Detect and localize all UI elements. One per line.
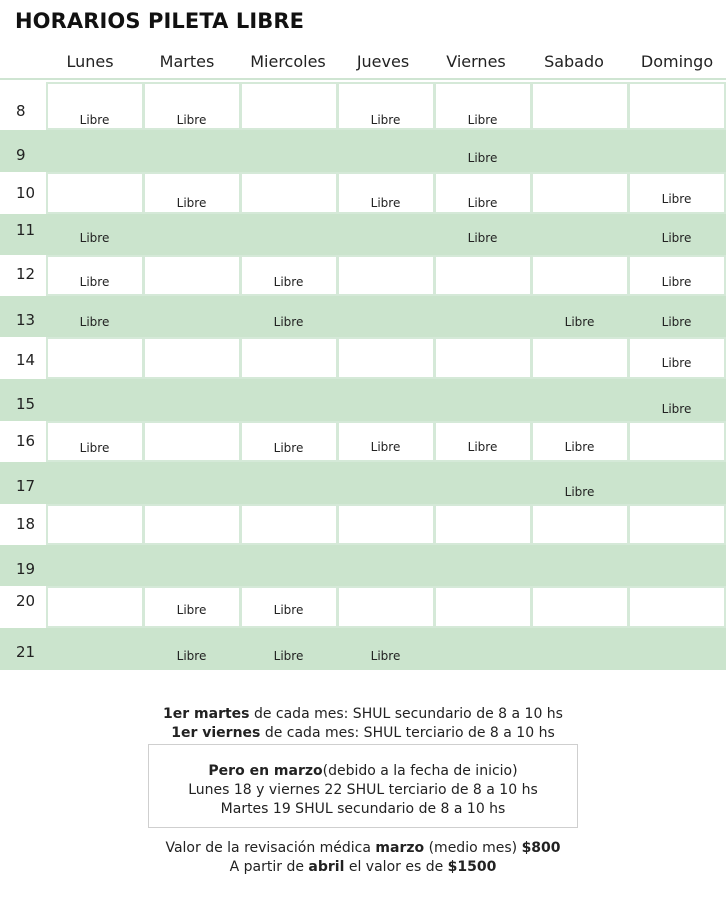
hour-row-10 [0,172,726,214]
hour-label: 9 [16,146,26,164]
slot-libre: Libre [79,441,110,455]
slot-libre: Libre [273,315,304,329]
slot-cell [143,504,241,545]
hour-row-15 [0,379,726,421]
slot-libre: Libre [661,402,692,416]
hour-row-9 [0,130,726,172]
hour-row-12 [0,255,726,296]
hour-label: 8 [16,102,26,120]
hour-row-13 [0,296,726,337]
hour-label: 21 [16,643,36,661]
slot-cell [337,255,435,296]
slot-cell [434,586,532,628]
march-note-bold: Pero en marzo [208,763,323,779]
slot-libre: Libre [370,113,401,127]
price-march-prefix: Valor de la revisación médica [165,840,376,856]
hour-row-11 [0,214,726,255]
hour-label: 12 [16,265,36,283]
hour-label: 11 [16,221,36,239]
slot-libre: Libre [467,113,498,127]
slot-cell [46,504,144,545]
price-april-mid: el valor es de [344,859,448,875]
march-note-line3: Martes 19 SHUL secundario de 8 a 10 hs [220,801,506,817]
note-first-tuesday-text: de cada mes: SHUL secundario de 8 a 10 hs [249,706,563,722]
hour-label: 10 [16,184,36,202]
slot-cell [531,337,629,379]
slot-cell [434,504,532,545]
price-april-value: $1500 [447,859,497,875]
slot-cell [143,255,241,296]
slot-libre: Libre [661,275,692,289]
slot-libre: Libre [176,649,207,663]
slot-cell [531,82,629,130]
hour-label: 20 [16,592,36,610]
hour-label: 18 [16,515,36,533]
slot-libre: Libre [79,315,110,329]
hour-row-14 [0,337,726,379]
price-march-value: $800 [521,840,561,856]
slot-libre: Libre [661,231,692,245]
price-march [0,839,726,857]
slot-libre: Libre [564,315,595,329]
hour-label: 14 [16,351,36,369]
slot-libre: Libre [661,356,692,370]
hour-row-19 [0,545,726,586]
slot-cell [531,504,629,545]
slot-cell [240,504,338,545]
slot-libre: Libre [273,649,304,663]
slot-cell [531,586,629,628]
slot-libre: Libre [467,196,498,210]
note-first-friday-text: de cada mes: SHUL terciario de 8 a 10 hs [260,725,555,741]
slot-cell [434,337,532,379]
hour-row-20 [0,586,726,628]
slot-libre: Libre [176,113,207,127]
day-header-domingo: Domingo [640,52,714,71]
slot-libre: Libre [370,649,401,663]
slot-cell [434,255,532,296]
price-april-prefix: A partir de [229,859,309,875]
slot-cell [531,172,629,214]
slot-libre: Libre [273,603,304,617]
slot-libre: Libre [467,440,498,454]
slot-cell [628,586,726,628]
slot-libre: Libre [564,485,595,499]
day-header-martes: Martes [159,52,215,71]
slot-cell [143,421,241,462]
hour-row-17 [0,462,726,504]
slot-libre: Libre [564,440,595,454]
slot-libre: Libre [79,275,110,289]
day-header-lunes: Lunes [66,52,114,71]
slot-libre: Libre [467,151,498,165]
slot-libre: Libre [370,196,401,210]
note-first-friday-bold: 1er viernes [171,725,261,741]
march-note-reason: (debido a la fecha de inicio) [322,763,518,779]
price-march-month: marzo [375,840,425,856]
slot-libre: Libre [467,231,498,245]
slot-libre: Libre [273,441,304,455]
price-april [0,858,726,876]
slot-libre: Libre [79,231,110,245]
slot-cell [240,337,338,379]
day-header-row [0,48,726,80]
march-note-line1 [0,762,726,780]
hour-label: 17 [16,477,36,495]
page-title: HORARIOS PILETA LIBRE [15,9,305,33]
day-header-jueves: Jueves [356,52,410,71]
note-first-tuesday-bold: 1er martes [163,706,250,722]
price-march-mid: (medio mes) [424,840,522,856]
day-header-sabado: Sabado [544,52,604,71]
slot-libre: Libre [661,315,692,329]
slot-libre: Libre [370,440,401,454]
slot-cell [240,172,338,214]
slot-cell [337,586,435,628]
day-header-miercoles: Miercoles [250,52,326,71]
slot-cell [46,172,144,214]
slot-cell [337,504,435,545]
hour-row-16 [0,421,726,462]
hour-row-21 [0,628,726,670]
slot-libre: Libre [176,196,207,210]
slot-libre: Libre [273,275,304,289]
slot-cell [46,337,144,379]
march-note-line2: Lunes 18 y viernes 22 SHUL terciario de 8 a 10 hs [188,782,538,798]
hour-label: 13 [16,311,36,329]
hour-label: 19 [16,560,36,578]
slot-cell [143,337,241,379]
slot-libre: Libre [661,192,692,206]
slot-cell [628,82,726,130]
slot-cell [240,82,338,130]
day-header-viernes: Viernes [446,52,506,71]
slot-libre: Libre [79,113,110,127]
price-april-month: abril [308,859,345,875]
slot-libre: Libre [176,603,207,617]
note-first-tuesday [0,705,726,723]
hour-label: 16 [16,432,36,450]
slot-cell [46,586,144,628]
hour-row-8 [0,82,726,130]
note-first-friday [0,724,726,742]
slot-cell [628,421,726,462]
slot-cell [628,504,726,545]
hour-label: 15 [16,395,36,413]
hour-row-18 [0,504,726,545]
slot-cell [337,337,435,379]
header-divider [0,78,726,80]
slot-cell [531,255,629,296]
